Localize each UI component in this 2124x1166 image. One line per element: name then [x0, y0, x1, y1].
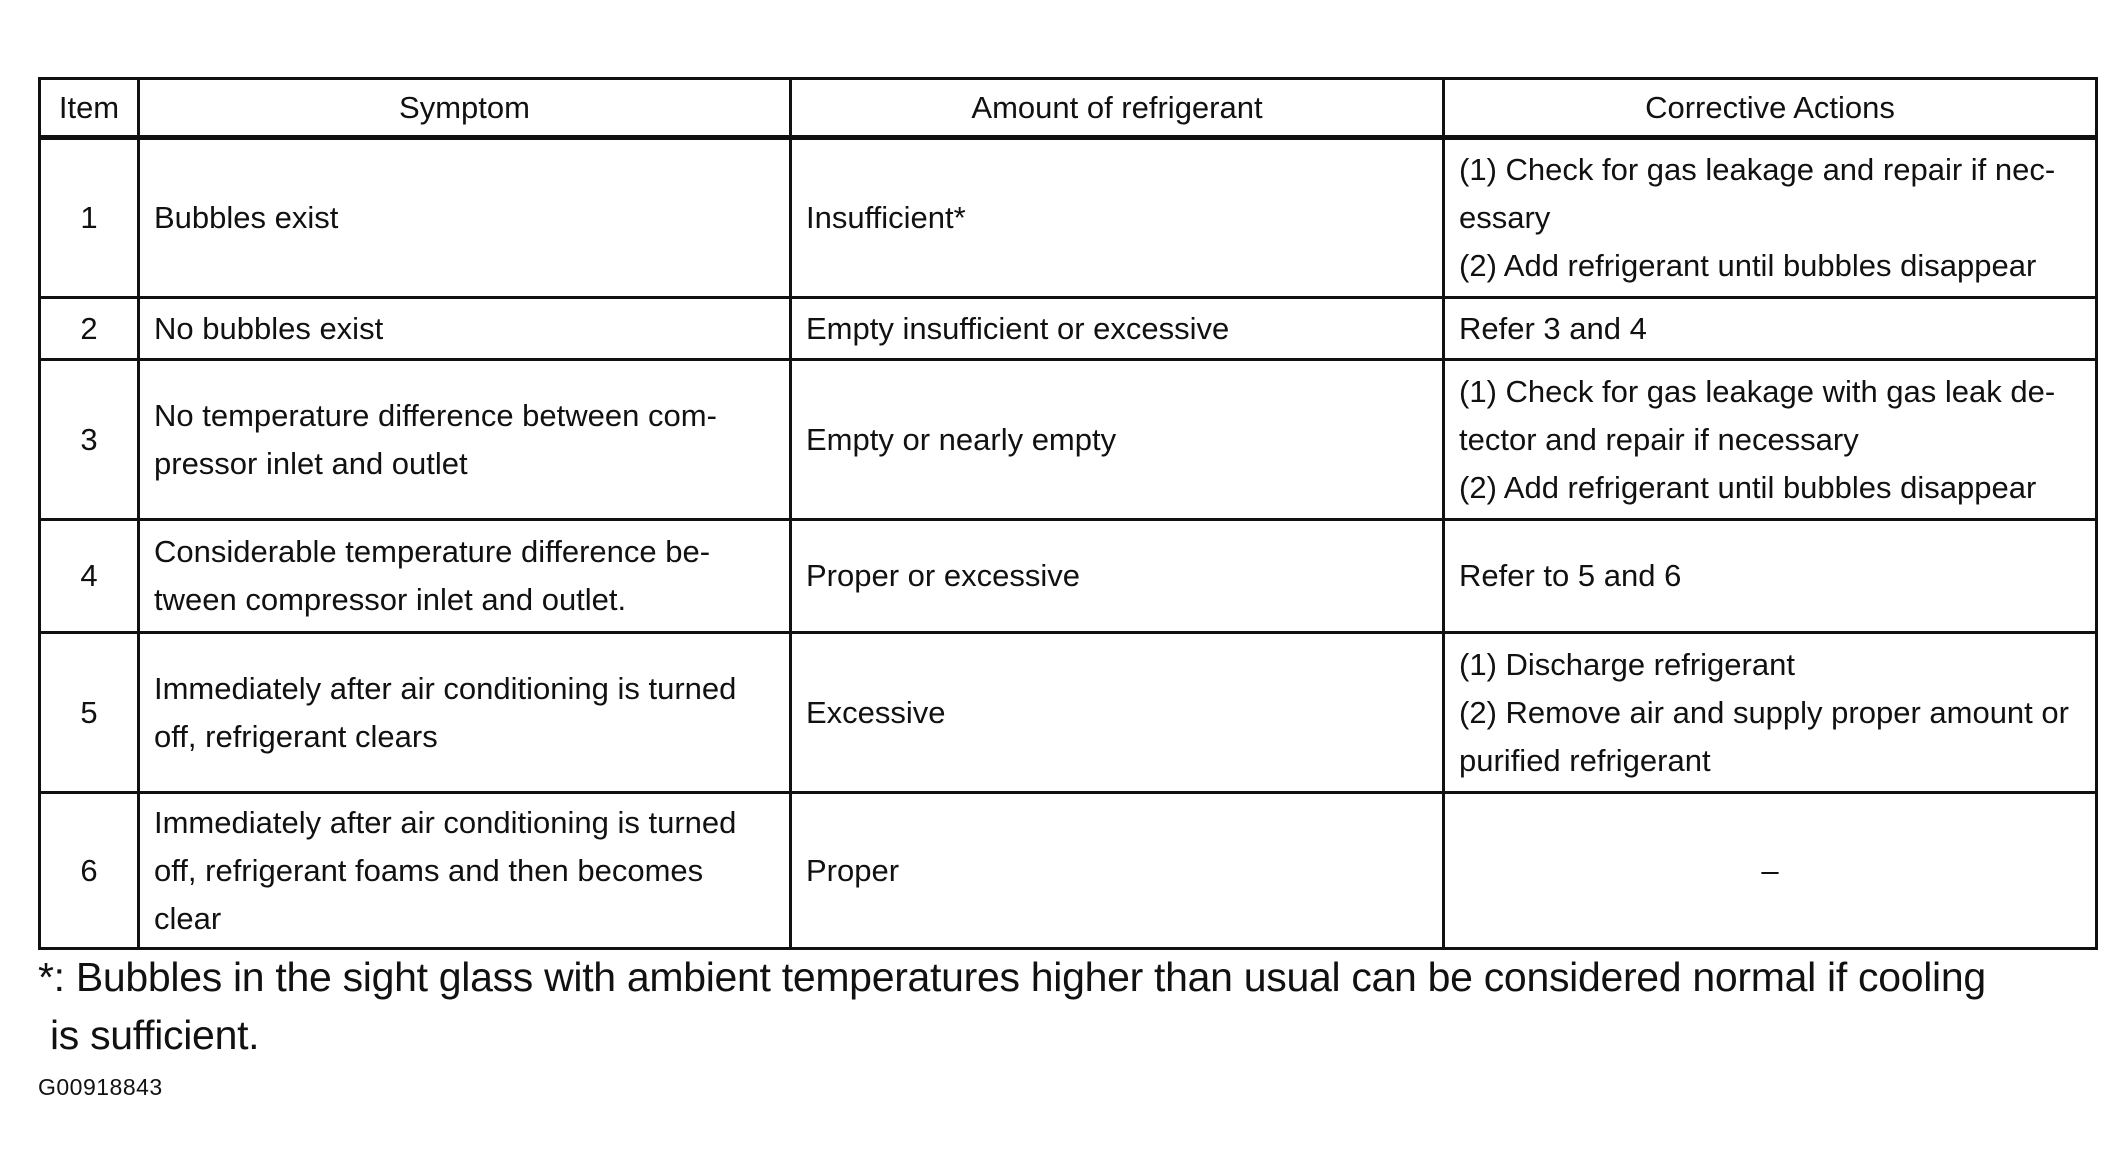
footnote-line: is sufficient.: [50, 1012, 260, 1058]
header-amount: Amount of refrigerant: [791, 79, 1444, 138]
row-amount: Empty insufficient or excessive: [791, 298, 1444, 360]
header-corrective-actions: Corrective Actions: [1444, 79, 2097, 138]
action-line: (2) Add refrigerant until bubbles disappear: [1459, 469, 2037, 505]
footnote-line: *: Bubbles in the sight glass with ambient temperatures higher than usual can be considered normal if cooling: [38, 954, 1986, 1000]
symptom-line: No temperature difference between com-: [154, 397, 717, 433]
action-line: (1) Check for gas leakage with gas leak de-: [1459, 373, 2056, 409]
symptom-line: No bubbles exist: [154, 310, 384, 346]
row-item-number: 4: [40, 520, 139, 633]
diagnosis-table: [38, 77, 2098, 950]
table-row: [40, 793, 2097, 949]
row-corrective-actions: [1444, 298, 2097, 360]
table-row: [40, 633, 2097, 793]
symptom-line: Considerable temperature difference be-: [154, 534, 711, 569]
row-corrective-actions: [1444, 138, 2097, 298]
action-line: (1) Check for gas leakage and repair if nec-: [1459, 152, 2056, 187]
row-item-number: 5: [40, 633, 139, 793]
row-item-number: 6: [40, 793, 139, 949]
row-item-number: 3: [40, 360, 139, 520]
row-amount: Empty or nearly empty: [791, 360, 1444, 520]
action-line: –: [1761, 852, 1779, 888]
action-line: (1) Discharge refrigerant: [1459, 646, 1795, 682]
header-item: Item: [40, 79, 139, 138]
symptom-line: Bubbles exist: [154, 200, 339, 235]
symptom-line: tween compressor inlet and outlet.: [154, 582, 627, 617]
row-corrective-actions: [1444, 793, 2097, 949]
symptom-line: clear: [154, 900, 222, 936]
action-line: Refer 3 and 4: [1459, 310, 1647, 346]
symptom-line: off, refrigerant clears: [154, 718, 438, 754]
row-corrective-actions: [1444, 360, 2097, 520]
table-row: [40, 360, 2097, 520]
action-line: tector and repair if necessary: [1459, 421, 1859, 457]
action-line: essary: [1459, 200, 1551, 235]
header-symptom: Symptom: [139, 79, 791, 138]
row-item-number: 1: [40, 138, 139, 298]
row-amount: Excessive: [791, 633, 1444, 793]
table-row: [40, 138, 2097, 298]
table-header-row: [40, 79, 2097, 138]
row-symptom: [139, 793, 791, 949]
row-amount: Insufficient*: [791, 138, 1444, 298]
action-line: purified refrigerant: [1459, 742, 1711, 778]
symptom-line: Immediately after air conditioning is turned: [154, 670, 737, 706]
symptom-line: pressor inlet and outlet: [154, 445, 468, 481]
symptom-line: Immediately after air conditioning is turned: [154, 804, 737, 840]
row-amount: Proper or excessive: [791, 520, 1444, 633]
action-line: Refer to 5 and 6: [1459, 558, 1682, 593]
footnote: [38, 948, 2108, 1064]
row-symptom: [139, 298, 791, 360]
symptom-line: off, refrigerant foams and then becomes: [154, 852, 704, 888]
action-line: (2) Remove air and supply proper amount or: [1459, 694, 2069, 730]
row-symptom: [139, 360, 791, 520]
figure-id: G00918843: [38, 1074, 163, 1100]
row-symptom: [139, 138, 791, 298]
row-corrective-actions: [1444, 633, 2097, 793]
row-amount: Proper: [791, 793, 1444, 949]
row-corrective-actions: [1444, 520, 2097, 633]
row-symptom: [139, 520, 791, 633]
action-line: (2) Add refrigerant until bubbles disappear: [1459, 248, 2037, 283]
table-row: [40, 520, 2097, 633]
table-row: [40, 298, 2097, 360]
row-symptom: [139, 633, 791, 793]
row-item-number: 2: [40, 298, 139, 360]
